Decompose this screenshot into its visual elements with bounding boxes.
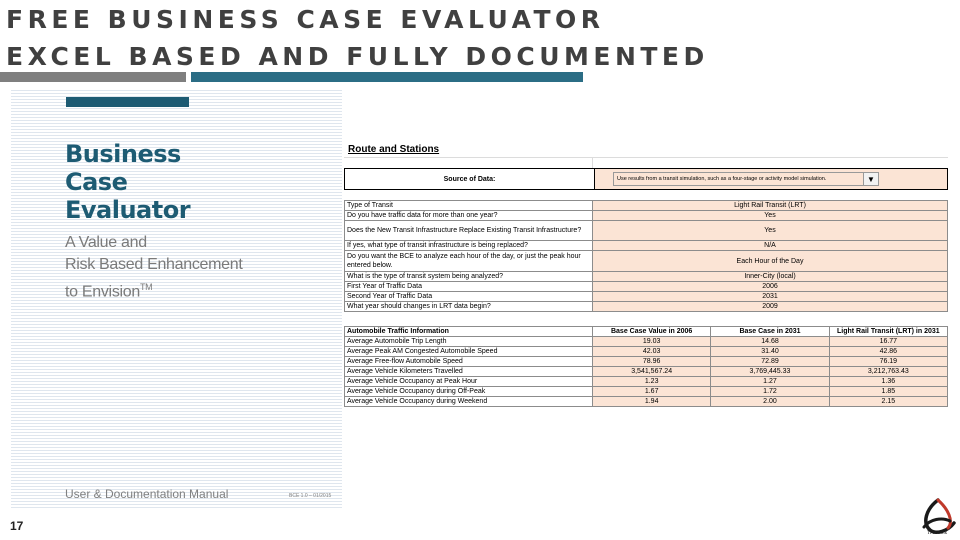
answer-cell[interactable]: Inner-City (local) [593,272,948,282]
value-cell[interactable]: 1.67 [593,387,711,397]
question-cell: First Year of Traffic Data [345,282,593,292]
cover-subtitle-line [65,276,243,303]
value-cell[interactable]: 16.77 [829,337,947,347]
question-cell: Do you want the BCE to analyze each hour of the day, or just the peak hour entered below. [345,251,593,272]
value-cell[interactable]: 3,769,445.33 [711,367,829,377]
answer-cell[interactable]: 2031 [593,292,948,302]
value-cell[interactable]: 2.15 [829,397,947,407]
automobile-traffic-table [344,326,948,407]
column-header: Automobile Traffic Information [345,327,593,337]
answer-cell[interactable]: Each Hour of the Day [593,251,948,272]
cover-accent-bar [66,97,189,107]
metric-label: Average Vehicle Occupancy during Off-Peak [345,387,593,397]
manual-cover [11,88,342,509]
table-row [345,272,948,282]
cover-subtitle-line: Risk Based Enhancement [65,256,243,273]
question-cell: What is the type of transit system being analyzed? [345,272,593,282]
value-cell[interactable]: 14.68 [711,337,829,347]
table-row [345,292,948,302]
column-header: Base Case Value in 2006 [593,327,711,337]
cover-title-line: Evaluator [65,196,191,224]
value-cell[interactable]: 3,541,567.24 [593,367,711,377]
metric-label: Average Peak AM Congested Automobile Speed [345,347,593,357]
value-cell[interactable]: 76.19 [829,357,947,367]
value-cell[interactable]: 1.27 [711,377,829,387]
metric-label: Average Vehicle Occupancy during Weekend [345,397,593,407]
metric-label: Average Free-flow Automobile Speed [345,357,593,367]
source-of-data-row [344,168,948,190]
value-cell[interactable]: 1.36 [829,377,947,387]
question-cell: Type of Transit [345,201,593,211]
cover-footer: User & Documentation Manual [65,487,229,501]
table-row [345,211,948,221]
metric-label: Average Vehicle Kilometers Travelled [345,367,593,377]
table-row [345,221,948,241]
question-cell: If yes, what type of transit infrastructure is being replaced? [345,241,593,251]
value-cell[interactable]: 3,212,763.43 [829,367,947,377]
table-row [345,397,948,407]
dropdown-arrow-icon[interactable]: ▼ [863,173,878,185]
route-questions-table [344,200,948,312]
table-row [345,302,948,312]
answer-cell[interactable]: Yes [593,211,948,221]
slide-title-line-2: EXCEL BASED AND FULLY DOCUMENTED [6,42,709,71]
table-row [345,357,948,367]
source-of-data-cell [595,169,947,189]
cover-title [65,140,190,224]
cover-title-line: Case [65,168,128,196]
source-of-data-label: Source of Data: [345,169,595,189]
value-cell[interactable]: 42.86 [829,347,947,357]
metric-label: Average Vehicle Occupancy at Peak Hour [345,377,593,387]
answer-cell[interactable]: Yes [593,221,948,241]
cover-subtitle [65,232,243,303]
table-row [345,282,948,292]
slide-title-line-1: FREE BUSINESS CASE EVALUATOR [6,5,605,34]
value-cell[interactable]: 72.89 [711,357,829,367]
question-cell: Do you have traffic data for more than one year? [345,211,593,221]
table-row [345,377,948,387]
value-cell[interactable]: 42.03 [593,347,711,357]
answer-cell[interactable]: 2006 [593,282,948,292]
cover-title-line: Business [65,140,181,168]
table-row [345,201,948,211]
table-row [345,347,948,357]
section-title: Route and Stations [348,144,440,155]
table-row [345,241,948,251]
trademark-mark: TM [139,282,153,292]
source-of-data-value: Use results from a transit simulation, such as a four-stage or activity model simulation. [617,176,827,182]
answer-cell[interactable]: 2009 [593,302,948,312]
question-cell: What year should changes in LRT data begin? [345,302,593,312]
page-number: 17 [10,519,24,533]
value-cell[interactable]: 31.40 [711,347,829,357]
question-cell: Second Year of Traffic Data [345,292,593,302]
value-cell[interactable]: 1.72 [711,387,829,397]
cover-subtitle-text: to Envision [65,283,140,301]
answer-cell[interactable]: Light Rail Transit (LRT) [593,201,948,211]
value-cell[interactable]: 1.94 [593,397,711,407]
cover-subtitle-line: A Value and [65,234,147,251]
answer-cell[interactable]: N/A [593,241,948,251]
table-row [345,337,948,347]
value-cell[interactable]: 1.23 [593,377,711,387]
value-cell[interactable]: 2.00 [711,397,829,407]
logo-text: TPH Link [927,531,948,536]
column-header: Light Rail Transit (LRT) in 2031 [829,327,947,337]
table-row [345,387,948,397]
table-row [345,251,948,272]
table-row [345,367,948,377]
table-header-row [345,327,948,337]
cover-version: BCE 1.0 – 01/2015 [289,493,332,499]
question-cell: Does the New Transit Infrastructure Replace Existing Transit Infrastructure? [345,221,593,241]
value-cell[interactable]: 78.96 [593,357,711,367]
column-header: Base Case in 2031 [711,327,829,337]
value-cell[interactable]: 19.03 [593,337,711,347]
source-of-data-dropdown[interactable] [613,172,879,186]
value-cell[interactable]: 1.85 [829,387,947,397]
accent-bar-teal [191,72,583,82]
accent-bar-gray [0,72,186,82]
metric-label: Average Automobile Trip Length [345,337,593,347]
